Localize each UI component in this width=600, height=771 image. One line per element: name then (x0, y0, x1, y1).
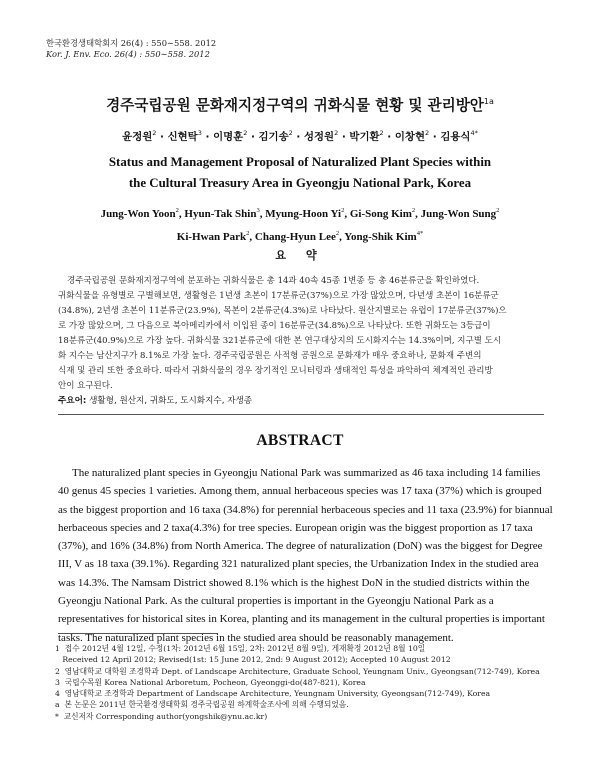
author (395, 131, 429, 143)
author (344, 231, 423, 243)
text-line: (34.8%), 2년생 초본이 11분류군(23.9%), 목본이 2분류군(4.3%)로 나타났다. 원산지별로는 유럽이 17분류군(37%)으 (58, 306, 507, 316)
footnotes (55, 643, 540, 722)
abstract-line: 40 genus 45 species 1 varieties. Among them, annual herbaceous species was 17 taxa (37%) which is grouped (58, 485, 542, 498)
author-name: 김기송 (258, 131, 289, 143)
author-separator: , (178, 208, 185, 220)
author-separator: · (156, 131, 168, 143)
abstract-line: III, V as 18 taxa (39.1%). Regarding 321 naturalized plant species, the Urbanization Index in the studied area (58, 558, 539, 571)
author-separator: , (339, 231, 345, 243)
english-title-line-1: Status and Management Proposal of Naturalized Plant Species within (108, 155, 492, 169)
korean-title-footnote-mark: 1a (483, 97, 494, 106)
author-affiliation-mark: 2 (496, 207, 500, 214)
author (350, 208, 415, 220)
abstract-line: tasks. The naturalized plant species in the studied area should be reasonably management. (58, 631, 454, 644)
english-abstract (58, 464, 553, 647)
author (255, 231, 339, 243)
text-line: 안이 요구된다. (58, 381, 113, 391)
author (168, 131, 202, 143)
author (304, 131, 338, 143)
author (184, 208, 259, 220)
author-affiliation-mark: 2 (341, 207, 345, 214)
text-line: 화 지수는 남산지구가 8.1%로 가장 높다. 경주국립공원은 사적형 공원으로 문화재가 매우 중요하나, 문화재 주변의 (58, 351, 482, 361)
footnote: 3 국립수목원 Korea National Arboretum, Pocheon, Gyeonggi-do(487-821), Korea (55, 677, 366, 687)
author (259, 131, 293, 143)
english-authors-line-2 (0, 224, 600, 247)
author-separator: , (259, 208, 266, 220)
author-affiliation-mark: 2 (288, 129, 293, 137)
abstract-line: representatives for historical sites in Korea, planting and its management in the cultural properties is important (58, 613, 545, 626)
author-affiliation-mark: 2 (379, 129, 384, 137)
author (421, 208, 500, 220)
author-affiliation-mark: 2 (335, 230, 340, 237)
korean-abstract-heading: 요 약 (275, 249, 325, 262)
author (177, 231, 250, 243)
author-separator: , (249, 231, 255, 243)
abstract-line: was 14.3%. The Namsam District showed 8.1% which is the highest DoN in the studied districts within the (58, 576, 530, 589)
text-line: 로 가장 많았으며, 그 다음으로 북아메리카에서 이입된 종이 16분류군(34.8%)으로 나타났다. 또한 귀화도는 3등급이 (58, 321, 491, 331)
author (213, 131, 247, 143)
author-separator: · (383, 131, 395, 143)
author-affiliation-mark: 2 (152, 129, 157, 137)
journal-citation-en: Kor. J. Env. Eco. 26(4) : 550∼558. 2012 (46, 49, 210, 59)
footnote: * 교신저자 Corresponding author(yongshik@ynu.ac.kr) (55, 711, 268, 721)
author-name: Myung-Hoon Yi (265, 208, 342, 220)
english-authors-line-1 (0, 201, 600, 224)
author-affiliation-mark: 2 (411, 207, 416, 214)
abstract-line: Gyeongju National Park. As the cultural properties is important in the Gyeongju National Park as a (58, 595, 494, 608)
author (265, 208, 344, 220)
text-line: 식재 및 관리 또한 중요하다. 따라서 귀화식물의 경우 장기적인 모니터링과 생태적인 특성을 파악하여 체계적인 관리방 (58, 366, 493, 376)
korean-title-text: 경주국립공원 문화재지정구역의 귀화식물 현황 및 관리방안 (106, 97, 484, 114)
korean-abstract (58, 274, 544, 394)
korean-keywords (58, 394, 252, 406)
english-title-line-2: the Cultural Treasury Area in Gyeongju National Park, Korea (128, 176, 472, 190)
author-name: 윤정원 (122, 131, 153, 143)
author-affiliation-mark: 4* (416, 230, 424, 237)
text-line: 귀화식물을 유형별로 구별해보면, 생활형은 1년생 초본이 17분류군(37%)으로 가장 많았으며, 다년생 초본이 16분류군 (58, 291, 499, 301)
journal-citation (46, 38, 216, 60)
author-separator: , (415, 208, 421, 220)
author-name: Yong-Shik Kim (344, 231, 417, 243)
author-affiliation-mark: 2 (175, 207, 179, 214)
footnote: 4 영남대학교 조경학과 Department of Landscape Architecture, Yeungnam University, Gyeongsan(712-749), Korea (55, 689, 491, 699)
author-separator: · (201, 131, 214, 143)
author-name: Gi-Song Kim (349, 208, 412, 220)
author-name: Chang-Hyun Lee (254, 231, 336, 243)
author (122, 131, 156, 143)
korean-authors (0, 128, 600, 143)
author (349, 131, 383, 143)
footnote-divider (58, 633, 218, 634)
journal-citation-kr: 한국환경생태학회지 26(4) : 550∼558. 2012 (46, 38, 217, 48)
author-name: 이명훈 (213, 131, 244, 143)
author-name: Jung-Won Yoon (100, 208, 176, 220)
author-name: 박기환 (349, 131, 380, 143)
author-affiliation-mark: 2 (246, 230, 250, 237)
abstract-heading: ABSTRACT (256, 432, 344, 449)
author-affiliation-mark: 2 (334, 129, 339, 137)
author-affiliation-mark: 3 (197, 129, 202, 137)
author-name: Jung-Won Sung (420, 208, 497, 220)
author-separator: · (429, 131, 441, 143)
author-name: 신현탁 (167, 131, 198, 143)
author-name: Ki-Hwan Park (176, 231, 247, 243)
author-name: 김용식 (440, 131, 471, 143)
abstract-line: herbaceous species and 2 taxa(4.3%) for tree species. European origin was the biggest proportion as 17 taxa (58, 521, 533, 534)
text-line: 경주국립공원 문화재지정구역에 분포하는 귀화식물은 총 14과 40속 45종 1변종 등 총 46분류군을 확인하였다. (67, 276, 480, 286)
author-affiliation-mark: 2 (425, 129, 430, 137)
author-affiliation-mark: 2 (243, 129, 248, 137)
author-name: Hyun-Tak Shin (184, 208, 257, 220)
abstract-line: (37%), and 16% (34.8%) from North America. The degree of naturalization (DoN) was the biggest for Degree (58, 540, 543, 553)
author-separator: · (338, 131, 350, 143)
footnote: 1 접수 2012년 4월 12일, 수정(1차: 2012년 6월 15일, 2차: 2012년 8월 9일), 게재확정 2012년 8월 10일 (55, 644, 426, 653)
author-affiliation-mark: 3 (256, 207, 260, 214)
english-authors (0, 201, 600, 247)
footnote: Received 12 April 2012; Revised(1st: 15 June 2012, 2nd: 9 August 2012); Accepted 10 August 2012 (55, 655, 451, 665)
author-separator: , (344, 208, 350, 220)
author (101, 208, 179, 220)
author-name: 성정원 (303, 131, 335, 143)
keywords-label: 주요어: (58, 396, 87, 406)
section-divider (58, 414, 544, 415)
author-separator: · (247, 131, 259, 143)
keywords-list: 생활형, 원산지, 귀화도, 도시화지수, 자생종 (89, 396, 253, 406)
footnote: 2 영남대학교 대학원 조경학과 Dept. of Landscape Architecture, Graduate School, Yeungnam Univ., Gyeongsan(712-749), Korea (55, 666, 540, 676)
author-name: 이창현 (394, 131, 425, 143)
abstract-line: as the biggest proportion and 16 taxa (34.8%) for perennial herbaceous species and 11 taxa (23.9%) for biannual (58, 503, 553, 516)
author (440, 131, 478, 143)
english-title (0, 152, 600, 194)
abstract-line: The naturalized plant species in Gyeongju National Park was summarized as 46 taxa including 14 families (72, 467, 541, 479)
footnote: a 본 논문은 2011년 한국환경생태학회 경주국립공원 하계학술조사에 의해 수행되었음. (55, 700, 349, 710)
author-affiliation-mark: 4* (470, 129, 478, 137)
korean-title (0, 94, 600, 115)
text-line: 18분류군(40.9%)으로 가장 높다. 귀화식물 321분류군에 대한 본 연구대상지의 도시화지수는 14.3%이며, 지구별 도시 (58, 336, 502, 346)
author-separator: · (292, 131, 304, 143)
